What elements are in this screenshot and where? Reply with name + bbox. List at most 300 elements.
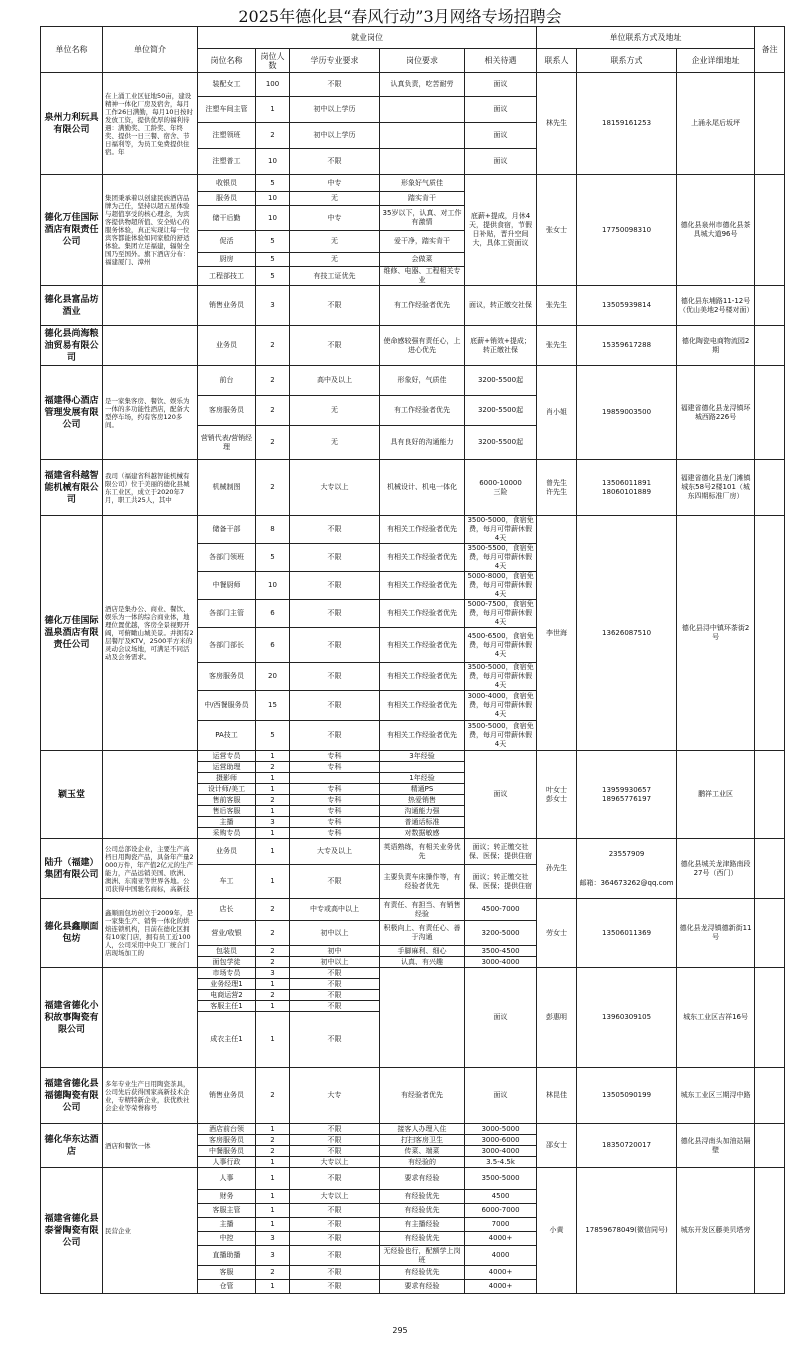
remark-cell xyxy=(755,326,785,366)
job-name: PA技工 xyxy=(198,721,256,751)
company-intro: 多年专业生产日用陶瓷茶具，公司先后获得国家高新技术企业，专精特新企业，获优秩社会企业等荣誉称号 xyxy=(103,1068,198,1124)
phone-number: 18159161253 xyxy=(602,119,652,127)
job-education: 不限 xyxy=(290,691,380,721)
job-requirement: 打扫客房卫生 xyxy=(380,1135,465,1146)
header-job-name: 岗位名称 xyxy=(198,49,256,73)
job-name: 装配女工 xyxy=(198,73,256,97)
job-requirement: 形象好气质佳 xyxy=(380,175,465,192)
job-name: 销售业务员 xyxy=(198,1068,256,1124)
job-count: 1 xyxy=(256,1157,290,1168)
job-requirement: 热爱销售 xyxy=(380,795,465,806)
job-education: 专科 xyxy=(290,751,380,762)
page-title: 2025年德化县“春风行动”3月网络专场招聘会 xyxy=(238,7,562,26)
job-name: 注塑领班 xyxy=(198,123,256,149)
company-name: 福建省德化县泰誉陶瓷有限公司 xyxy=(41,1168,103,1294)
job-count: 1 xyxy=(256,751,290,762)
job-count: 1 xyxy=(256,979,290,990)
job-count: 2 xyxy=(256,957,290,968)
job-benefit: 3500-5000 xyxy=(465,1168,537,1190)
job-requirement: 精通PS xyxy=(380,784,465,795)
job-education: 不限 xyxy=(290,544,380,572)
job-education: 不限 xyxy=(290,1246,380,1266)
contact-phone xyxy=(577,1168,677,1294)
job-count: 15 xyxy=(256,691,290,721)
table-row xyxy=(41,899,785,921)
job-benefit: 面议 xyxy=(465,73,537,97)
job-name: 服务员 xyxy=(198,192,256,206)
table-row xyxy=(41,1068,785,1124)
job-benefit: 6000-10000 三险 xyxy=(465,460,537,516)
job-benefit: 面议 xyxy=(465,123,537,149)
contact-person: 张先生 xyxy=(537,326,577,366)
remark-cell xyxy=(755,899,785,968)
phone-number: 15359617288 xyxy=(602,341,652,349)
job-count: 2 xyxy=(256,899,290,921)
company-name: 福建省科越智能机械有限公司 xyxy=(41,460,103,516)
job-requirement: 形象好，气质佳 xyxy=(380,366,465,396)
job-name: 储备干部 xyxy=(198,516,256,544)
job-benefit: 3500-5000，食宿免费，每月可带薪休假4天 xyxy=(465,663,537,691)
phone-number: 13505939814 xyxy=(602,301,652,309)
job-education: 专科 xyxy=(290,806,380,817)
company-name: 福建省德化小积故事陶瓷有限公司 xyxy=(41,968,103,1068)
job-benefit: 面议 xyxy=(465,149,537,175)
job-count: 5 xyxy=(256,175,290,192)
job-name: 厨房 xyxy=(198,253,256,267)
job-count: 1 xyxy=(256,784,290,795)
company-intro: 酒店和餐饮一体 xyxy=(103,1124,198,1168)
job-education: 大专 xyxy=(290,1068,380,1124)
job-name: 人事行政 xyxy=(198,1157,256,1168)
contact-person: 劳女士 xyxy=(537,899,577,968)
company-address: 德化县城关龙津路南段27号（西门） xyxy=(677,839,755,899)
job-education: 中专 xyxy=(290,175,380,192)
header-job-count: 岗位人数 xyxy=(256,49,290,73)
job-name: 客服主任1 xyxy=(198,1001,256,1012)
phone-number: 13506011369 xyxy=(602,928,652,937)
job-benefit: 4500 xyxy=(465,1190,537,1204)
job-count: 2 xyxy=(256,460,290,516)
job-requirement: 1年经验 xyxy=(380,773,465,784)
job-count: 2 xyxy=(256,762,290,773)
job-benefit: 3200-5500起 xyxy=(465,366,537,396)
job-requirement: 有经验优先 xyxy=(380,1232,465,1246)
job-benefit: 面议 xyxy=(465,97,537,123)
job-education: 大专以上 xyxy=(290,1157,380,1168)
remark-cell xyxy=(755,1124,785,1168)
company-intro: 集团秉承着以创建民族酒店品牌为己任，坚持以超五星体验与超值享受的核心理念，为宾客提供物超所值、安全贴心的服务体验，真正实现让每一位宾客都能体验如同家般的舒适体验。集团立足福建，辐射全国乃至国外。旗下酒店分布：福建厦门、漳州 xyxy=(103,175,198,286)
company-address: 德化县浔南头加油站隔壁 xyxy=(677,1124,755,1168)
company-address: 城东工业区吉祥16号 xyxy=(677,968,755,1068)
table-row xyxy=(41,1124,785,1135)
job-education: 高中及以上 xyxy=(290,366,380,396)
job-count: 6 xyxy=(256,628,290,663)
job-name: 各部门主管 xyxy=(198,600,256,628)
job-benefit: 3500-5500，食宿免费，每月可带薪休假4天 xyxy=(465,544,537,572)
job-count: 100 xyxy=(256,73,290,97)
job-benefit: 3500-4500 xyxy=(465,946,537,957)
company-intro: 鑫顺面包坊创立于2009年，是一家集生产、销售一体化的烘焙连锁机构，目前在德化区拥有10家门店，拥有员工近100人，公司采用中央工厂统合门店现场加工的 xyxy=(103,899,198,968)
company-intro xyxy=(103,326,198,366)
job-education: 中专或高中以上 xyxy=(290,899,380,921)
phone-number: 13959930657 18965776197 xyxy=(602,785,652,803)
job-education: 不限 xyxy=(290,865,380,899)
remark-cell xyxy=(755,175,785,286)
job-requirement: 有经验优先 xyxy=(380,1204,465,1218)
header-address: 企业详细地址 xyxy=(677,49,755,73)
job-education: 不限 xyxy=(290,1012,380,1068)
job-name: 运营助理 xyxy=(198,762,256,773)
job-count: 1 xyxy=(256,1012,290,1068)
contact-person: 孙先生 xyxy=(537,839,577,899)
job-count: 20 xyxy=(256,663,290,691)
job-name: 前台 xyxy=(198,366,256,396)
job-education: 不限 xyxy=(290,1280,380,1294)
job-name: 营销代表/营销经理 xyxy=(198,426,256,460)
job-count: 1 xyxy=(256,97,290,123)
company-name: 德化县富品坊酒业 xyxy=(41,286,103,326)
job-education: 专科 xyxy=(290,817,380,828)
phone-number: 23557909 xyxy=(608,849,645,858)
job-name: 摄影师 xyxy=(198,773,256,784)
company-intro xyxy=(103,968,198,1068)
header-education: 学历专业要求 xyxy=(290,49,380,73)
job-name: 仓管 xyxy=(198,1280,256,1294)
table-row xyxy=(41,460,785,516)
job-count: 1 xyxy=(256,828,290,839)
job-requirement: 积极向上、有责任心、善于沟通 xyxy=(380,921,465,946)
job-education: 专科 xyxy=(290,828,380,839)
job-count: 10 xyxy=(256,149,290,175)
job-name: 中餐厨师 xyxy=(198,572,256,600)
job-education: 不限 xyxy=(290,663,380,691)
job-education: 不限 xyxy=(290,1168,380,1190)
job-requirement xyxy=(380,97,465,123)
header-contact-group: 单位联系方式及地址 xyxy=(537,27,755,49)
job-count: 2 xyxy=(256,366,290,396)
job-name: 收银员 xyxy=(198,175,256,192)
job-count: 10 xyxy=(256,192,290,206)
company-intro: 酒店是集办公、商业、餐饮、娱乐为一体的综合商业体，地理位置优越，客房全景视野开阔，可俯瞰山城美景。并拥有2层餐厅及KTV，2500平方米的灵动会议场地，可满足不同活动及会务需求。 xyxy=(103,516,198,751)
page-number: 295 xyxy=(392,1326,408,1335)
remark-cell xyxy=(755,1168,785,1294)
job-name: 电商运营2 xyxy=(198,990,256,1001)
company-intro xyxy=(103,286,198,326)
job-education: 不限 xyxy=(290,990,380,1001)
job-count: 8 xyxy=(256,516,290,544)
job-benefit: 3200-5500起 xyxy=(465,396,537,426)
job-count: 5 xyxy=(256,267,290,286)
job-education: 不限 xyxy=(290,1146,380,1157)
job-requirement: 有相关工作经验者优先 xyxy=(380,544,465,572)
job-count: 1 xyxy=(256,1124,290,1135)
job-benefit: 7000 xyxy=(465,1218,537,1232)
job-count: 1 xyxy=(256,1280,290,1294)
contact-person: 李世海 xyxy=(537,516,577,751)
job-count: 3 xyxy=(256,286,290,326)
job-benefit: 面议；转正缴交社保、医保；提供住宿 xyxy=(465,865,537,899)
job-benefit: 4000 xyxy=(465,1246,537,1266)
header-job-req: 岗位要求 xyxy=(380,49,465,73)
contact-phone xyxy=(577,1124,677,1168)
job-benefit: 4500-7000 xyxy=(465,899,537,921)
job-name: 工程部技工 xyxy=(198,267,256,286)
job-count: 2 xyxy=(256,426,290,460)
job-benefit: 3000-4000 xyxy=(465,957,537,968)
company-address: 福建省德化县龙浔镇环城西路226号 xyxy=(677,366,755,460)
job-name: 主播 xyxy=(198,817,256,828)
job-requirement: 爱干净，踏实肯干 xyxy=(380,231,465,253)
job-name: 销售业务员 xyxy=(198,286,256,326)
job-benefit: 面议 xyxy=(465,751,537,839)
job-name: 客服主管 xyxy=(198,1204,256,1218)
job-count: 2 xyxy=(256,1146,290,1157)
company-address: 德化县东埔路11-12号（优山美地2号楼对面） xyxy=(677,286,755,326)
job-count: 1 xyxy=(256,865,290,899)
job-name: 包装员 xyxy=(198,946,256,957)
company-intro: 我司（福建省科越智能机械有限公司）位于美丽的德化县城东工业区，成立于2020年7月，职工共25人，其中 xyxy=(103,460,198,516)
job-table xyxy=(40,26,785,1294)
job-count: 2 xyxy=(256,1135,290,1146)
job-education: 不限 xyxy=(290,1218,380,1232)
job-education: 专科 xyxy=(290,795,380,806)
job-name: 营业/收银 xyxy=(198,921,256,946)
job-education: 不限 xyxy=(290,1204,380,1218)
job-education: 初中 xyxy=(290,946,380,957)
job-education: 不限 xyxy=(290,628,380,663)
contact-person: 林先生 xyxy=(537,73,577,175)
job-requirement: 英语熟练，有相关业务优先 xyxy=(380,839,465,865)
job-requirement xyxy=(380,149,465,175)
table-row xyxy=(41,366,785,396)
job-count: 2 xyxy=(256,123,290,149)
contact-person: 叶女士 彭女士 xyxy=(537,751,577,839)
job-requirement: 有相关工作经验者优先 xyxy=(380,628,465,663)
header-jobs-group: 就业岗位 xyxy=(198,27,537,49)
phone-number: 13505090199 xyxy=(602,1091,652,1099)
job-requirement: 对数据敏感 xyxy=(380,828,465,839)
company-intro: 是一家集客房、餐饮、娱乐为一体的多功能性酒店，配备大型停车场，约有客房120多间。 xyxy=(103,366,198,460)
table-row xyxy=(41,516,785,544)
job-education: 不限 xyxy=(290,968,380,979)
contact-phone xyxy=(577,899,677,968)
phone-number: 17859678049(微信同号) xyxy=(585,1226,668,1234)
job-name: 业务员 xyxy=(198,839,256,865)
company-name: 德化县尚海粮油贸易有限公司 xyxy=(41,326,103,366)
job-requirement: 维修、电器、工程相关专业 xyxy=(380,267,465,286)
job-education: 不限 xyxy=(290,600,380,628)
company-name: 福建得心酒店管理发展有限公司 xyxy=(41,366,103,460)
phone-number: 18350720017 xyxy=(602,1141,652,1149)
table-row xyxy=(41,1168,785,1190)
job-requirement: 具有良好的沟通能力 xyxy=(380,426,465,460)
job-requirement: 沟通能力强 xyxy=(380,806,465,817)
job-name: 中餐服务员 xyxy=(198,1146,256,1157)
job-education: 无 xyxy=(290,396,380,426)
job-education: 初中以上 xyxy=(290,921,380,946)
header-phone: 联系方式 xyxy=(577,49,677,73)
contact-phone xyxy=(577,516,677,751)
job-requirement xyxy=(380,968,465,1068)
job-count: 10 xyxy=(256,572,290,600)
job-name: 储干后勤 xyxy=(198,206,256,231)
job-requirement: 传菜、端菜 xyxy=(380,1146,465,1157)
job-education: 无 xyxy=(290,426,380,460)
job-education: 不限 xyxy=(290,1124,380,1135)
job-requirement: 手脚麻利、细心 xyxy=(380,946,465,957)
job-requirement: 有相关工作经验者优先 xyxy=(380,572,465,600)
job-name: 客房服务员 xyxy=(198,396,256,426)
job-benefit: 3000-5000 xyxy=(465,1124,537,1135)
job-name: 采购专员 xyxy=(198,828,256,839)
contact-person: 邵女士 xyxy=(537,1124,577,1168)
contact-person: 曾先生 许先生 xyxy=(537,460,577,516)
job-name: 客房服务员 xyxy=(198,1135,256,1146)
contact-phone xyxy=(577,460,677,516)
job-benefit: 5000-8000，食宿免费，每月可带薪休假4天 xyxy=(465,572,537,600)
job-name: 直播助播 xyxy=(198,1246,256,1266)
job-count: 2 xyxy=(256,990,290,1001)
contact-phone xyxy=(577,366,677,460)
job-requirement: 有相关工作经验者优先 xyxy=(380,516,465,544)
job-education: 初中以上 xyxy=(290,957,380,968)
job-requirement: 有经验者优先 xyxy=(380,1068,465,1124)
job-name: 人事 xyxy=(198,1168,256,1190)
job-benefit: 3.5-4.5k xyxy=(465,1157,537,1168)
job-education: 不限 xyxy=(290,1232,380,1246)
job-requirement: 有相关工作经验者优先 xyxy=(380,721,465,751)
job-name: 店长 xyxy=(198,899,256,921)
job-requirement: 3年经验 xyxy=(380,751,465,762)
job-education: 不限 xyxy=(290,721,380,751)
company-address: 德化县龙浔镇德新街11号 xyxy=(677,899,755,968)
job-count: 1 xyxy=(256,1204,290,1218)
job-name: 机械制图 xyxy=(198,460,256,516)
contact-person: 张先生 xyxy=(537,286,577,326)
contact-person: 彭惠明 xyxy=(537,968,577,1068)
contact-person: 肖小姐 xyxy=(537,366,577,460)
job-count: 6 xyxy=(256,600,290,628)
company-name: 陆升（福建）集团有限公司 xyxy=(41,839,103,899)
job-benefit: 4000+ xyxy=(465,1232,537,1246)
job-count: 2 xyxy=(256,326,290,366)
table-row xyxy=(41,751,785,762)
phone-number: 13506011891 18060101889 xyxy=(602,478,652,496)
job-benefit: 面议 xyxy=(465,1068,537,1124)
job-benefit: 4000+ xyxy=(465,1280,537,1294)
phone-number: 19859003500 xyxy=(602,408,652,416)
job-name: 客服 xyxy=(198,1266,256,1280)
job-count: 2 xyxy=(256,921,290,946)
job-education: 不限 xyxy=(290,73,380,97)
job-requirement xyxy=(380,762,465,773)
job-name: 财务 xyxy=(198,1190,256,1204)
job-benefit: 3000-4000，食宿免费，每月可带薪休假4天 xyxy=(465,691,537,721)
job-name: 客房服务员 xyxy=(198,663,256,691)
job-requirement: 有工作经验者优先 xyxy=(380,286,465,326)
email: 邮箱：364673262@qq.com xyxy=(579,878,674,887)
job-education: 不限 xyxy=(290,1001,380,1012)
job-count: 1 xyxy=(256,1190,290,1204)
job-count: 3 xyxy=(256,1232,290,1246)
table-row xyxy=(41,73,785,97)
job-name: 成衣主任1 xyxy=(198,1012,256,1068)
remark-cell xyxy=(755,968,785,1068)
job-count: 2 xyxy=(256,795,290,806)
job-requirement: 有相关工作经验者优先 xyxy=(380,663,465,691)
job-count: 2 xyxy=(256,396,290,426)
job-name: 售后客服 xyxy=(198,806,256,817)
job-benefit: 底薪+提成，月休4天，提供食宿，节假日补贴，晋升空间大，具体工资面议 xyxy=(465,175,537,286)
job-count: 1 xyxy=(256,1168,290,1190)
job-education: 中专 xyxy=(290,206,380,231)
job-benefit: 3200-5500起 xyxy=(465,426,537,460)
job-count: 5 xyxy=(256,253,290,267)
remark-cell xyxy=(755,460,785,516)
contact-phone xyxy=(577,175,677,286)
job-requirement: 认真负责，吃苦耐劳 xyxy=(380,73,465,97)
job-count: 1 xyxy=(256,773,290,784)
job-benefit: 3200-5000 xyxy=(465,921,537,946)
job-requirement: 35岁以下，认真、对工作有激情 xyxy=(380,206,465,231)
header-contact: 联系人 xyxy=(537,49,577,73)
job-benefit: 面议 xyxy=(465,968,537,1068)
job-requirement: 接客人办理入住 xyxy=(380,1124,465,1135)
job-benefit: 4000+ xyxy=(465,1266,537,1280)
phone-number: 13960309105 xyxy=(602,1013,652,1021)
job-count: 1 xyxy=(256,839,290,865)
job-name: 注塑普工 xyxy=(198,149,256,175)
job-education: 专科 xyxy=(290,784,380,795)
job-name: 面包学徒 xyxy=(198,957,256,968)
job-name: 各部门部长 xyxy=(198,628,256,663)
job-requirement: 有工作经验者优先 xyxy=(380,396,465,426)
job-education: 初中以上学历 xyxy=(290,123,380,149)
job-education: 不限 xyxy=(290,149,380,175)
job-requirement: 踏实肯干 xyxy=(380,192,465,206)
job-benefit: 4500-6500，食宿免费，每月可带薪休假4天 xyxy=(465,628,537,663)
job-requirement: 有主播经验 xyxy=(380,1218,465,1232)
job-requirement: 有经验优先 xyxy=(380,1266,465,1280)
job-education xyxy=(290,773,380,784)
remark-cell xyxy=(755,1068,785,1124)
job-name: 主播 xyxy=(198,1218,256,1232)
job-benefit: 6000-7000 xyxy=(465,1204,537,1218)
job-education: 无 xyxy=(290,253,380,267)
job-name: 售前客服 xyxy=(198,795,256,806)
job-name: 注塑车间主管 xyxy=(198,97,256,123)
remark-cell xyxy=(755,73,785,175)
table-row xyxy=(41,839,785,865)
contact-phone xyxy=(577,968,677,1068)
job-requirement: 有相关工作经验者优先 xyxy=(380,600,465,628)
company-address: 城东开发区藤美贝塔旁 xyxy=(677,1168,755,1294)
job-education: 不限 xyxy=(290,286,380,326)
company-intro: 公司总部设企业，主要生产高档日用陶瓷产品，具备年产量2000万件，年产值2亿元的生产能力，产品远销美国、欧洲、澳洲、东南亚等世界各地。公司获得中国驰名商标，高新技 xyxy=(103,839,198,899)
job-benefit: 面议，转正缴交社保 xyxy=(465,286,537,326)
remark-cell xyxy=(755,366,785,460)
company-name: 泉州力利玩具有限公司 xyxy=(41,73,103,175)
company-name: 德化万佳国际酒店有限责任公司 xyxy=(41,175,103,286)
job-education: 无 xyxy=(290,192,380,206)
job-education: 不限 xyxy=(290,326,380,366)
company-address: 德化县泉州市德化县茶具城大道96号 xyxy=(677,175,755,286)
job-education: 大专以上 xyxy=(290,460,380,516)
contact-phone xyxy=(577,751,677,839)
job-name: 各部门领班 xyxy=(198,544,256,572)
contact-phone xyxy=(577,326,677,366)
job-requirement: 要求有经验 xyxy=(380,1168,465,1190)
